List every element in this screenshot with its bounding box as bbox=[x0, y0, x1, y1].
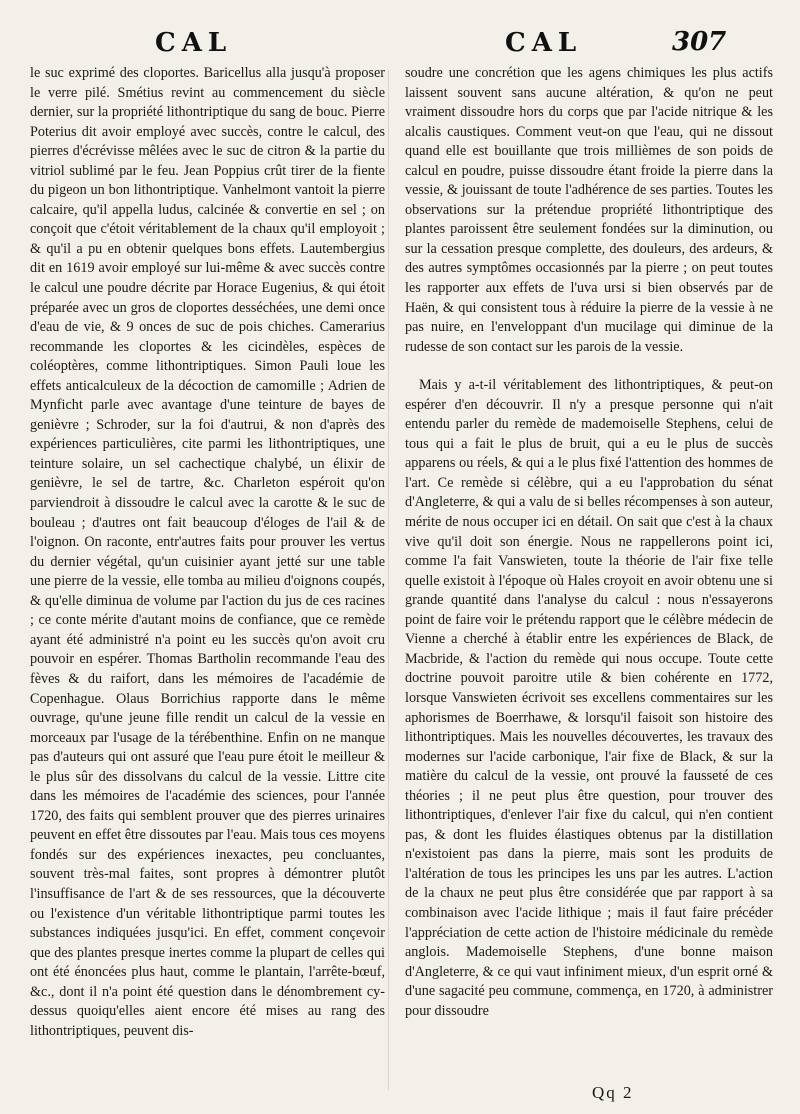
left-column bbox=[30, 64, 385, 1041]
page-number: 307 bbox=[672, 27, 727, 57]
signature-mark: Qq 2 bbox=[592, 1083, 634, 1102]
right-paragraph-2: Mais y a-t-il véritablement des lithontriptiques, & peut-on espérer d'en découvrir. Il n'y a presque personne qui n'ait entendu parler du remède de mademoiselle Stephens, celui de tous qui a fait le plus de bruit, qui a eu le plus de succès apparens ou réels, & qui a le plus fixé l'attention des hommes de l'art. Ce remède si célèbre, qui a eu l'approbation du sénat d'Angleterre, & qui a valu de si belles récompenses à son auteur, mérite de nous occuper ici en détail. On sait que c'est à la chaux vive qu'il doit son énergie. Nous ne rappellerons point ici, comme l'a fait Vanswieten, toute la théorie de l'air fixe telle quelle existoit à l'époque où Hales croyoit en avoir obtenu une si grande quantité dans l'analyse du calcul : nous n'essayerons point de faire voir le prétendu rapport que le célèbre médecin de Vienne a cherché à établir entre les expériences de Black, de Macbride, & l'action du remède qui nous occupe. Toute cette doctrine pouvoit paroitre utile & bien cohérente en 1772, lorsque Vanswieten écrivoit ses excellens commentaires sur les aphorismes de Boerrhawe, & lorsqu'il faisoit son histoire des lithontriptiques. Mais les nouvelles découvertes, les travaux des modernes sur l'acide carbonique, l'air fixe de Black, & sur la matière du calcul de la vessie, ont prouvé la fausseté de ces théories ; il ne peut plus être question, pour trouver des lithontriptiques, d'enlever l'air fixe du calcul, qui n'en contient pas, & dont les fluides élastiques obtenus par la distillation n'existoient pas dans la pierre, mais sont les produits de l'altération de tous les principes les uns par les autres. L'action de la chaux ne peut plus être considérée que par rapport à sa combinaison avec l'acide lithique ; mais il faut faire précéder l'appréciation de cette action de l'histoire médicinale du remède anglois. Mademoiselle Stephens, d'une bonne maison d'Angleterre, & ce qui vaut infiniment mieux, d'un esprit orné & d'une sagacité peu commune, commença, en 1720, à administrer pour dissoudre bbox=[405, 377, 773, 1019]
running-head-left: CAL bbox=[155, 28, 233, 58]
left-paragraph: le suc exprimé des cloportes. Baricellus alla jusqu'à proposer le verre pilé. Smétius revint au commencement du siècle dernier, sur la propriété lithontriptique du sang de bouc. Pierre Poterius dit avoir employé avec succès, contre le calcul, des pierres d'écrévisse mêlées avec le suc de citron & la partie du vitriol sublimé par le feu. Jean Poppius crût tirer de la fiente du pigeon un bon lithontriptique. Vanhelmont vantoit la pierre calcaire, qu'il appella ludus, calcinée & convertie en sel ; on conçoit que c'étoit véritablement de la chaux qu'il employoit ; & qu'il a pu en obtenir quelques bons effets. Lautembergius dit en 1619 avoir employé sur lui-même & avec succès contre le calcul une poudre décrite par Horace Eugenius, & qui étoit préparée avec un gros de cloportes desséchées, une demi once d'eau de vie, & 9 onces de suc de pois chiches. Camerarius recommande les cloportes & les cicindèles, espèces de coléoptères, comme lithontriptiques. Simon Pauli loue les effets anticalculeux de la décoction de camomille ; Adrien de Mynficht parle avec avantage d'une teinture de bayes de genièvre ; Schroder, sur la foi d'autrui, & non d'après des expériences particulières, cite parmi les lithontriptiques, une teinture solaire, un sel cachectique chalybé, un élixir de genièvre, le sel de tartre, &c. Charleton espéroit qu'on parviendroit à dissoudre le calcul avec la carotte & le suc de bouleau ; d'autres ont fait beaucoup d'éloges de l'ail & de l'oignon. On raconte, entr'autres faits pour prouver les vertus du dernier végétal, qu'un cuisinier ayant jetté sur une table une pierre de la vessie, elle tomba au milieu d'oignons coupés, & qu'elle diminua de volume par l'action du jus de ces racines ; ce conte mérite d'autant moins de confiance, que ce remède ayant été administré n'a point eu les succès qu'on avoit cru pouvoir en espérer. Thomas Bartholin recommande l'eau des fèves & du raifort, dans les mémoires de l'académie de Copenhague. Olaus Borrichius rapporte dans le même ouvrage, qu'une jeune fille rendit un calcul de la vessie en morceaux par l'usage de la térébenthine. Enfin on ne manque pas d'auteurs qui ont assuré que l'eau pure étoit le meilleur & le plus sûr des dissolvans du calcul de la vessie. Littre cite dans les mémoires de l'académie des sciences, pour l'année 1720, des faits qui semblent prouver que des pierres urinaires peuvent en effet être dissoutes par l'eau. Mais tous ces moyens fondés sur des expériences inexactes, peu concluantes, souvent très-mal faites, sont propres à démontrer plutôt l'insuffisance de l'art & de ses ressources, que la découverte ou l'existence d'un véritable lithontriptique parmi toutes les substances indiquées jusqu'ici. En effet, comment conçevoir que des plantes presque inertes comme la plupart de celles qui ont été énoncées plus haut, comme le plantain, l'arrête-bœuf, &c., dont il n'a point été question dans le dénombrement cy-dessus quoiqu'elles aient encore été mises au rang des lithontriptiques, peuvent dis- bbox=[30, 65, 385, 1039]
right-column bbox=[405, 64, 773, 1021]
running-head-right: CAL bbox=[505, 28, 583, 58]
right-paragraph-1: soudre une concrétion que les agens chimiques les plus actifs laissent souvent sans aucune altération, & qu'on ne peut vraiment dissoudre hors du corps que par l'acide nitrique & les alcalis caustiques. Comment veut-on que l'eau, qui ne dissout quand elle est bouillante que trois millièmes de son poids de calcul en poudre, puisse dissoudre étant froide la pierre dans la vessie, & jouissant de toute l'adhérence de ses parties. Toutes les observations sur la prétendue propriété lithontriptique des plantes paroissent être seulement fondées sur la diminution, ou sur la cessation presque complette, des douleurs, des ardeurs, & des autres symptômes occasionnés par la pierre ; on peut toutes les rapporter aux effets de l'uva ursi si bien observés par de Haën, & qui consistent tous à réduire la pierre de la vessie à ne pas nuire, en l'enveloppant d'un mucilage qui diminue de la rudesse de son contact sur les parois de la vessie. bbox=[405, 65, 773, 355]
column-divider bbox=[388, 70, 389, 1090]
